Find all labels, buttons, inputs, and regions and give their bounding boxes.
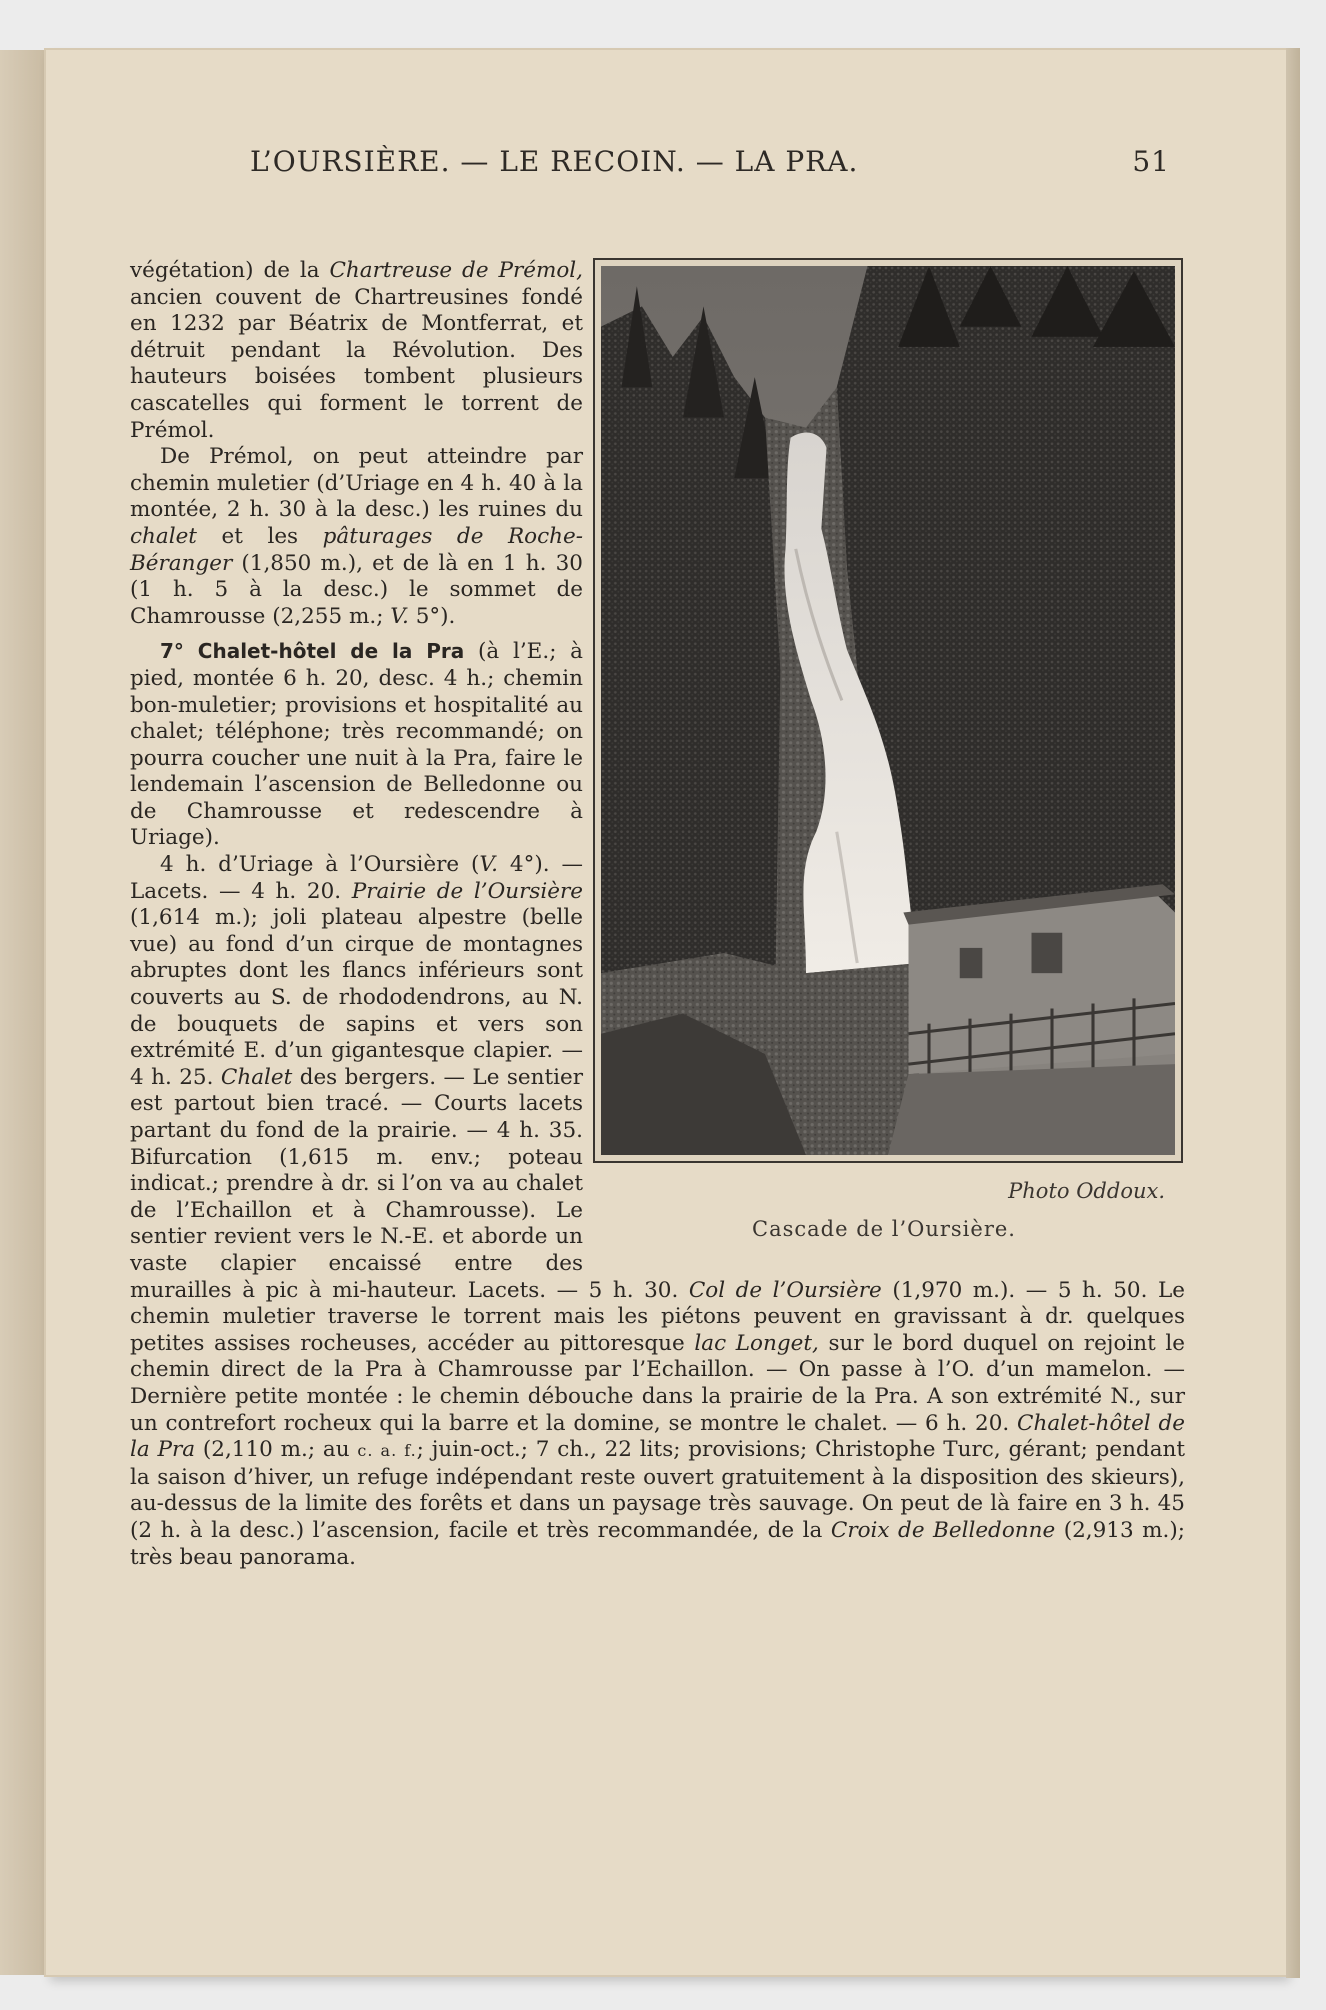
- text-run: (à l’E.; à pied, montée 6 h. 20, desc. 4 h.; chemin bon-muletier; provisions et hospitalité au chalet; téléphone; très recommandé; on pourra coucher une nuit à la Pra, faire le lendemain l’ascension de Belledonne ou de Chamrousse et redescendre à Uriage).: [130, 639, 583, 851]
- text-run: (2,913 m.); très beau panorama.: [130, 1517, 1186, 1570]
- text-run: De Prémol, on peut atteindre par chemin muletier (d’Uriage en 4 h. 40 à la montée, 2 h. 30 à la desc.) les ruines du: [130, 444, 583, 523]
- italic-run: Croix de Belledonne: [830, 1517, 1056, 1543]
- italic-run: pâturages de Roche-Béranger: [130, 523, 583, 576]
- figure: [583, 258, 1185, 1263]
- running-header: [250, 145, 1170, 185]
- text-run: 5°).: [408, 603, 456, 629]
- waterfall-photo: [593, 258, 1183, 1163]
- italic-run: Prairie de l’Oursière: [351, 878, 583, 904]
- left-page-edge: [0, 50, 46, 1975]
- italic-run: Chalet-hôtel de la Pra: [130, 1410, 1185, 1463]
- text-run: (1,970 m.). — 5 h. 50. Le chemin muletier traverse le torrent mais les piétons peuvent en gravissant à dr. quelques petites assises rocheuses, accéder au pittoresque: [130, 1277, 1185, 1356]
- text-run: ; juin-oct.; 7 ch., 22 lits; provisions; Christophe Turc, gérant; pendant la saison d’hiver, un refuge indépendant reste ouvert gratuitement à la disposition des skieurs), au-dessus de la limite des forêts et dans un paysage très sauvage. On peut de là faire en 3 h. 45 (2 h. à la desc.) l’ascension, facile et très recommandée, de la: [130, 1437, 1186, 1543]
- italic-run: Chartreuse de Prémol,: [329, 258, 583, 283]
- italic-run: Col de l’Oursière: [688, 1277, 882, 1303]
- text-run: (1,850 m.), et de là en 1 h. 30 (1 h. 5 à la desc.) le sommet de Chamrousse (2,255 m.;: [130, 550, 583, 629]
- photo-credit: Photo Oddoux.: [1008, 1179, 1165, 1203]
- text-run: sur le bord duquel on rejoint le chemin direct de la Pra à Chamrousse par l’Echaillon. — On passe à l’O. d’un mamelon. — Dernière petite montée : le chemin débouche dans la prairie de la Pra. A son extrémité N., sur un contrefort rocheux qui la barre et la domine, se montre le chalet. — 6 h. 20.: [130, 1330, 1186, 1436]
- header-title: L’OURSIÈRE. — LE RECOIN. — LA PRA.: [250, 145, 859, 178]
- right-page-edge: [1286, 48, 1300, 1978]
- italic-run: V.: [479, 852, 499, 878]
- text-run: des bergers. — Le sentier est partout bien tracé. — Courts lacets partant du fond de la prairie. — 4 h. 35. Bifurcation (1,615 m. env.; poteau indicat.; prendre à dr. si l’on va au chalet de l’Echaillon et à Chamrousse). Le sentier revient vers le N.-E. et aborde un vaste clapier encaissé entre des murailles à pic à mi-hauteur. Lacets. — 5 h. 30.: [130, 1064, 689, 1303]
- text-run: (2,110 m.; au: [195, 1437, 358, 1463]
- section-heading: 7° Chalet-hôtel de la Pra: [160, 639, 465, 664]
- page-number: 51: [1132, 145, 1170, 178]
- text-run: 4 h. d’Uriage à l’Oursière (: [160, 852, 480, 878]
- italic-run: lac Longet,: [694, 1330, 819, 1356]
- waterfall-photo-image: [601, 266, 1175, 1155]
- text-run: 4°). — Lacets. — 4 h. 20.: [130, 852, 583, 904]
- text-run: ancien couvent de Chartreusines fondé en 1232 par Béatrix de Montferrat, et détruit pendant la Révolution. Des hauteurs boisées tombent plusieurs cascatelles qui forment le torrent de Prémol.: [130, 284, 583, 443]
- text-run: végétation) de la: [130, 258, 330, 283]
- italic-run: V.: [390, 603, 409, 629]
- italic-run: Chalet: [220, 1064, 293, 1090]
- page-body-text: [130, 258, 1185, 1571]
- text-run: (1,614 m.); joli plateau alpestre (belle vue) au fond d’un cirque de montagnes abruptes dont les flancs inférieurs sont couverts au S. de rhododendrons, au N. de bouquets de sapins et vers son extrémité E. d’un gigantesque clapier. — 4 h. 25.: [130, 905, 583, 1090]
- italic-run: chalet: [130, 523, 197, 549]
- small-caps-run: c. a. f.: [357, 1441, 417, 1461]
- text-run: et les: [196, 523, 323, 549]
- photo-caption: Cascade de l’Oursière.: [752, 1217, 1016, 1241]
